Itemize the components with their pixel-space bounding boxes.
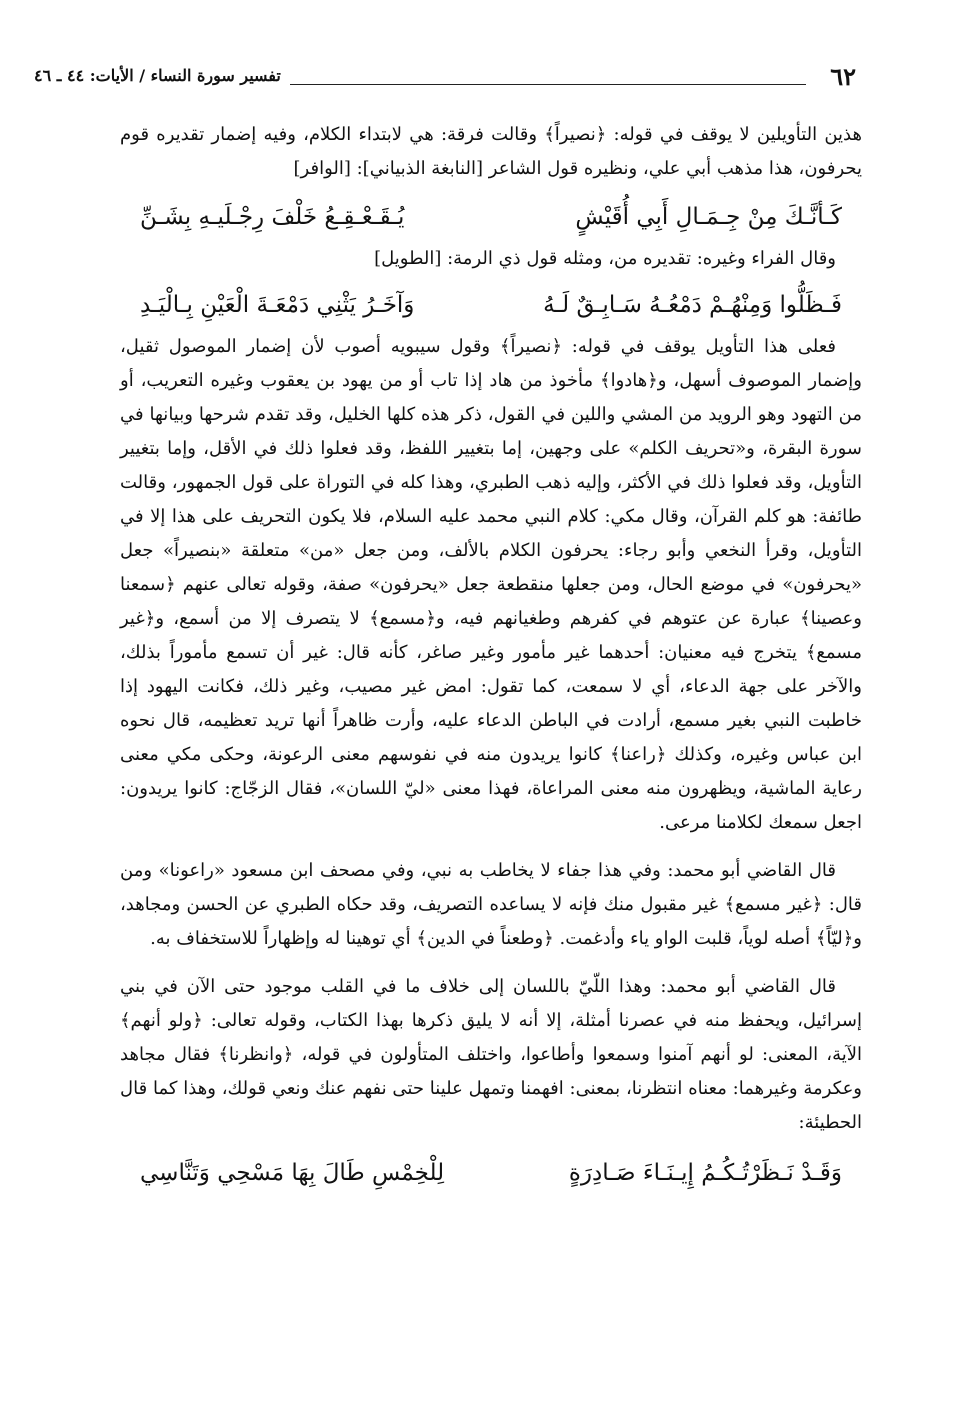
paragraph-1: هذين التأويلين لا يوقف في قوله: ﴿نصيراً﴾ وقالت فرقة: هي لابتداء الكلام، وفيه إضمار تقديره قوم يحرفون، هذا مذهب أبي علي، ونظيره قول الشاعر [النابغة الذبياني]: [الوافر] — [120, 124, 862, 179]
paragraph-4: قال القاضي أبو محمد: وفي هذا جفاء لا يخاطب به نبي، وفي مصحف ابن مسعود «راعونا» ومن قال: ﴿غير مسمع﴾ غير مقبول منك فإنه لا يساعده التصريف، وقد حكاه الطبري عن الحسن ومجاهد، و﴿ليّاً﴾ أصله لوياً، قلبت الواو ياء وأدغمت. ﴿وطعناً في الدين﴾ أي توهينا له وإظهاراً للاستخفاف به. — [120, 860, 862, 949]
verse-1-second-hemistich: يُـقَـعْـقِـعُ خَلْفَ رِجْـلَيـهِ بِشَـنِّ — [140, 204, 405, 230]
verse-3 — [120, 1148, 862, 1198]
verse-2 — [120, 280, 862, 330]
header-rule — [290, 84, 806, 85]
verse-1-first-hemistich: كَـأنَّـكَ مِنْ جِـمَـالِ أَبِي أُقَيْشٍ — [575, 204, 842, 230]
running-header-title: تفسير سورة النساء / الأيات: ٤٤ ـ ٤٦ — [34, 66, 281, 85]
verse-1 — [120, 192, 862, 242]
page-body — [120, 118, 862, 1198]
page-number: ٦٢ — [830, 62, 856, 91]
verse-3-first-hemistich: وَقَـدْ نَـظَرْتُـكُـمُ إِيـنَـاءَ صَـادِرَةٍ — [568, 1160, 842, 1186]
paragraph-3: فعلى هذا التأويل يوقف في قوله: ﴿نصيراً﴾ وقول سيبويه أصوب لأن إضمار الموصول ثقيل، وإضمار الموصوف أسهل، و﴿هادوا﴾ مأخوذ من هاد إذا تاب أو من يهود بن يعقوب وغيره التعريب، أو من التهود وهو الرويد من المشي واللين في القول، ذكر هذه كلها الخليل، وقد تقدم شرحها وبيانها في سورة البقرة، و«تحريف الكلم» على وجهين، إما بتغيير اللفظ، وقد فعلوا ذلك في الأقل، وإما بتغيير التأويل، وقد فعلوا ذلك في الأكثر، وإليه ذهب الطبري، وهذا كله في التوراة على قول الجمهور، وقالت طائفة: هو كلم القرآن، وقال مكي: كلام النبي محمد عليه السلام، فلا يكون التحريف على هذا إلا في التأويل، وقرأ النخعي وأبو رجاء: يحرفون الكلام بالألف، ومن جعل «من» متعلقة «بنصيراً» جعل «يحرفون» في موضع الحال، ومن جعلها منقطعة جعل «يحرفون» صفة، وقوله تعالى عنهم ﴿سمعنا وعصينا﴾ عبارة عن عتوهم في كفرهم وطغيانهم فيه، و﴿مسمع﴾ لا يتصرف إلا من أسمع، و﴿غير مسمع﴾ يتخرج فيه معنيان: أحدهما غير مأمور وغير صاغر، كأنه قال: غير أن تسمع مأموراً بذلك، والآخر على جهة الدعاء، أي لا سمعت، كما تقول: امض غير مصيب، وغير ذلك، فكانت اليهود إذا خاطبت النبي بغير مسمع، أرادت في الباطن الدعاء عليه، وأرت ظاهراً أنها تريد تعظيمه، قال نحوه ابن عباس وغيره، وكذلك ﴿راعنا﴾ كانوا يريدون منه في نفوسهم معنى الرعونة، وحكى مكي معنى رعاية الماشية، ويظهرون منه معنى المراعاة، فهذا معنى «ليّ اللسان»، فقال الزجّاج: كانوا يريدون: اجعل سمعك لكلامنا مرعى. — [120, 336, 862, 833]
verse-2-second-hemistich: وَآخَـرُ يَثْنِي دَمْعَـةَ الْعَيْنِ بِـالْيَـدِ — [140, 292, 415, 318]
paragraph-2: وقال الفراء وغيره: تقديره من، ومثله قول ذي الرمة: [الطويل] — [374, 248, 836, 269]
verse-3-second-hemistich: لِلْخِمْسِ طَالَ بِهَا مَسْحِي وَتَنَّاسِي — [140, 1160, 445, 1186]
verse-2-first-hemistich: فَـظَلُّوا وَمِنْهُـمْ دَمْعُـهُ سَـابِـقٌ لَـهُ — [543, 292, 842, 318]
paragraph-5: قال القاضي أبو محمد: وهذا اللّيّ باللسان إلى خلاف ما في القلب موجود حتى الآن في بني إسرائيل، ويحفظ منه في عصرنا أمثلة، إلا أنه لا يليق ذكرها بهذا الكتاب، وقوله تعالى: ﴿ولو أنهم﴾ الآية، المعنى: لو أنهم آمنوا وسمعوا وأطاعوا، واختلف المتأولون في قوله، ﴿وانظرنا﴾ فقال مجاهد وعكرمة وغيرهما: معناه انتظرنا، بمعنى: افهمنا وتمهل علينا حتى نفهم عنك ونعي قولك، وهذا كما قال الحطيئة: — [120, 976, 862, 1133]
